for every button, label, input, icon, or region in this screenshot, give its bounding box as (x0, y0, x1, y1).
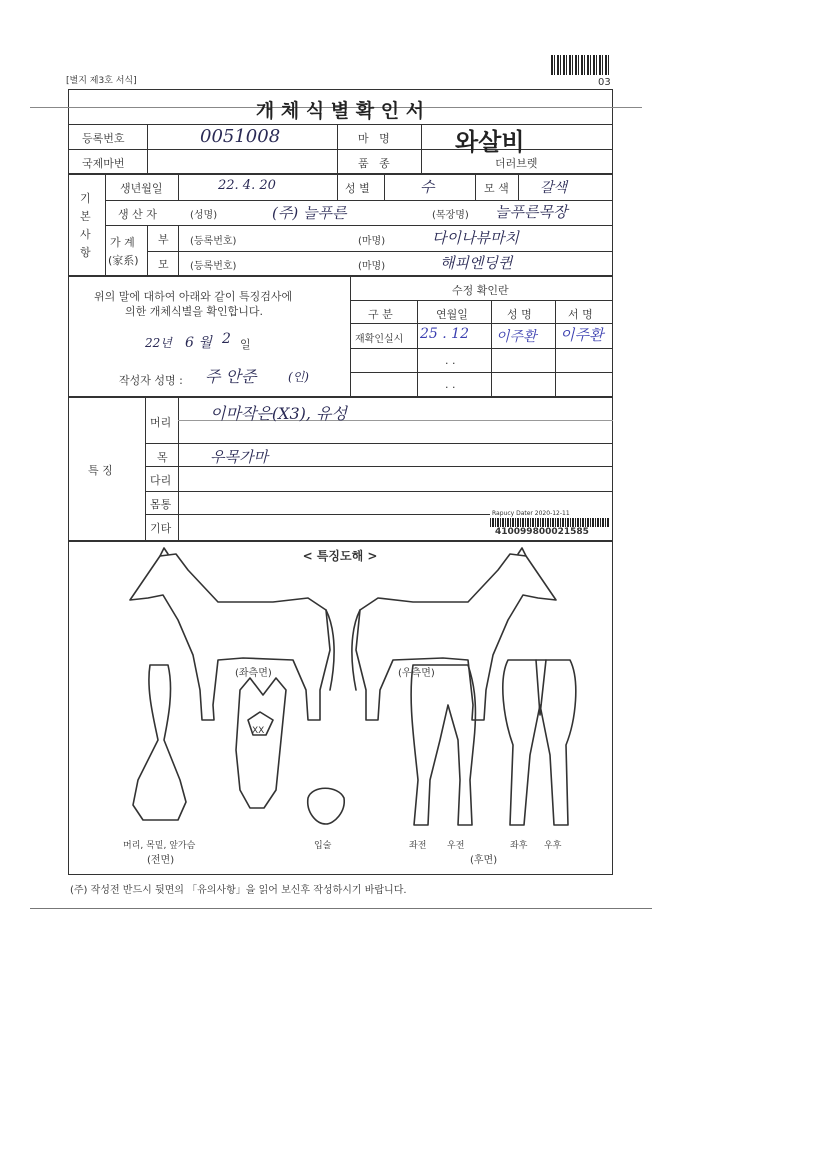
author-value: 주 안준 (205, 367, 257, 386)
amend-title: 수정 확인란 (452, 284, 509, 297)
muzzle-label: 입술 (314, 841, 332, 851)
fl-label: 좌전 (409, 841, 427, 851)
sire-reg-label: (등록번호) (190, 236, 237, 247)
legs-label: 다리 (150, 474, 172, 487)
producer-name-label: (성명) (190, 210, 218, 221)
statement-line-1: 위의 말에 대하여 아래와 같이 특징검사에 (94, 290, 293, 303)
color-label: 모 색 (484, 182, 509, 195)
reg-no-label: 등록번호 (82, 132, 125, 145)
sex-label: 성 별 (345, 182, 370, 195)
sex-value: 수 (420, 178, 435, 196)
horse-front-legs-view (411, 665, 475, 825)
fr-label: 우전 (447, 841, 465, 851)
horse-right-side (352, 548, 556, 720)
page-code: 03 (598, 77, 611, 88)
breed-label: 품 종 (358, 157, 390, 170)
date-year: 22년 (145, 336, 172, 350)
producer-label: 생 산 자 (118, 208, 157, 221)
intl-no-label: 국제마번 (82, 157, 125, 170)
amend-row1-date: 25 . 12 (420, 326, 469, 342)
horse-muzzle-view (308, 788, 344, 824)
horse-name-value: 와살비 (455, 127, 525, 156)
dam-reg-label: (등록번호) (190, 261, 237, 272)
basic-section-label-2: 본 (80, 210, 91, 223)
horse-front-view (133, 665, 186, 820)
breed-value: 더러브렛 (495, 157, 538, 170)
birth-label: 생년월일 (120, 182, 163, 195)
pedigree-sub: (家系) (108, 254, 139, 267)
amend-row1-name: 이주환 (496, 329, 537, 345)
sire-name-value: 다이나뷰마치 (432, 229, 519, 247)
farm-value: 늘푸른목장 (495, 203, 568, 221)
hr-label: 우후 (544, 841, 562, 851)
head-label: 머리 (150, 416, 172, 429)
face-mark: XX (252, 726, 265, 736)
form-number: [별지 제3호 서식] (66, 76, 137, 86)
rear-label: (후면) (470, 855, 498, 866)
feature-barcode (490, 518, 610, 527)
right-side-label: (우측면) (398, 668, 435, 679)
body-label: 몸통 (150, 498, 172, 511)
author-label: 작성자 성명 : (119, 374, 183, 387)
date-day: 일 (240, 338, 251, 351)
footer-note: (주) 작성전 반드시 뒷면의 「유의사항」을 읽어 보신후 작성하시기 바랍니다. (70, 885, 407, 896)
farm-label: (목장명) (432, 210, 469, 221)
horse-name-label: 마 명 (358, 132, 390, 145)
head-value: 이마작은(X3), 유성 (210, 404, 347, 423)
etc-label: 기타 (150, 522, 172, 535)
dam-label: 모 (158, 258, 169, 271)
horse-rear-view (503, 660, 576, 825)
date-handwritten: 2 (222, 331, 231, 347)
sire-name-label: (마명) (358, 236, 386, 247)
author-seal: (인) (288, 370, 309, 384)
horse-left-side (130, 548, 334, 720)
color-value: 갈색 (540, 180, 568, 196)
neck-value: 우목가마 (210, 448, 268, 466)
dam-name-label: (마명) (358, 261, 386, 272)
date-month: 6 월 (185, 335, 212, 351)
basic-section-label-3: 사 (80, 228, 91, 241)
front-label-1: 머리, 목밑, 앞가슴 (123, 841, 196, 851)
reg-no-value: 0051008 (200, 126, 281, 147)
features-section-label: 특 징 (88, 464, 113, 477)
neck-label: 목 (157, 451, 168, 464)
top-barcode (551, 55, 611, 75)
page-title: 개 체 식 별 확 인 서 (255, 100, 425, 122)
amend-col-type: 구 분 (368, 308, 393, 321)
amend-row3-date: . . (445, 378, 456, 391)
amend-col-date: 연월일 (436, 308, 468, 321)
producer-value: (주) 늘푸른 (272, 204, 347, 222)
sire-label: 부 (158, 233, 169, 246)
dam-name-value: 해피엔딩퀸 (440, 254, 513, 272)
birth-value: 22. 4. 20 (218, 178, 276, 193)
barcode-number: 410099800021585 (495, 527, 589, 537)
hl-label: 좌후 (510, 841, 528, 851)
amend-row1-type: 재확인실시 (355, 334, 404, 345)
amend-col-name: 성 명 (507, 308, 532, 321)
feature-diagram (68, 540, 613, 875)
amend-col-sign: 서 명 (568, 308, 593, 321)
pedigree-label: 가 계 (110, 236, 135, 249)
amend-row2-date: . . (445, 354, 456, 367)
amend-row1-sign: 이주환 (560, 326, 604, 344)
barcode-caption: Rapucy Dater 2020-12-11 (492, 510, 570, 517)
basic-section-label-4: 항 (80, 246, 91, 259)
diagram-title: < 특징도해 > (302, 549, 378, 563)
basic-section-label-1: 기 (80, 192, 91, 205)
left-side-label: (좌측면) (235, 668, 272, 679)
footer-line (30, 908, 652, 909)
horse-face-view (236, 678, 286, 808)
statement-line-2: 의한 개체식별을 확인합니다. (125, 305, 264, 318)
front-label-2: (전면) (147, 855, 175, 866)
